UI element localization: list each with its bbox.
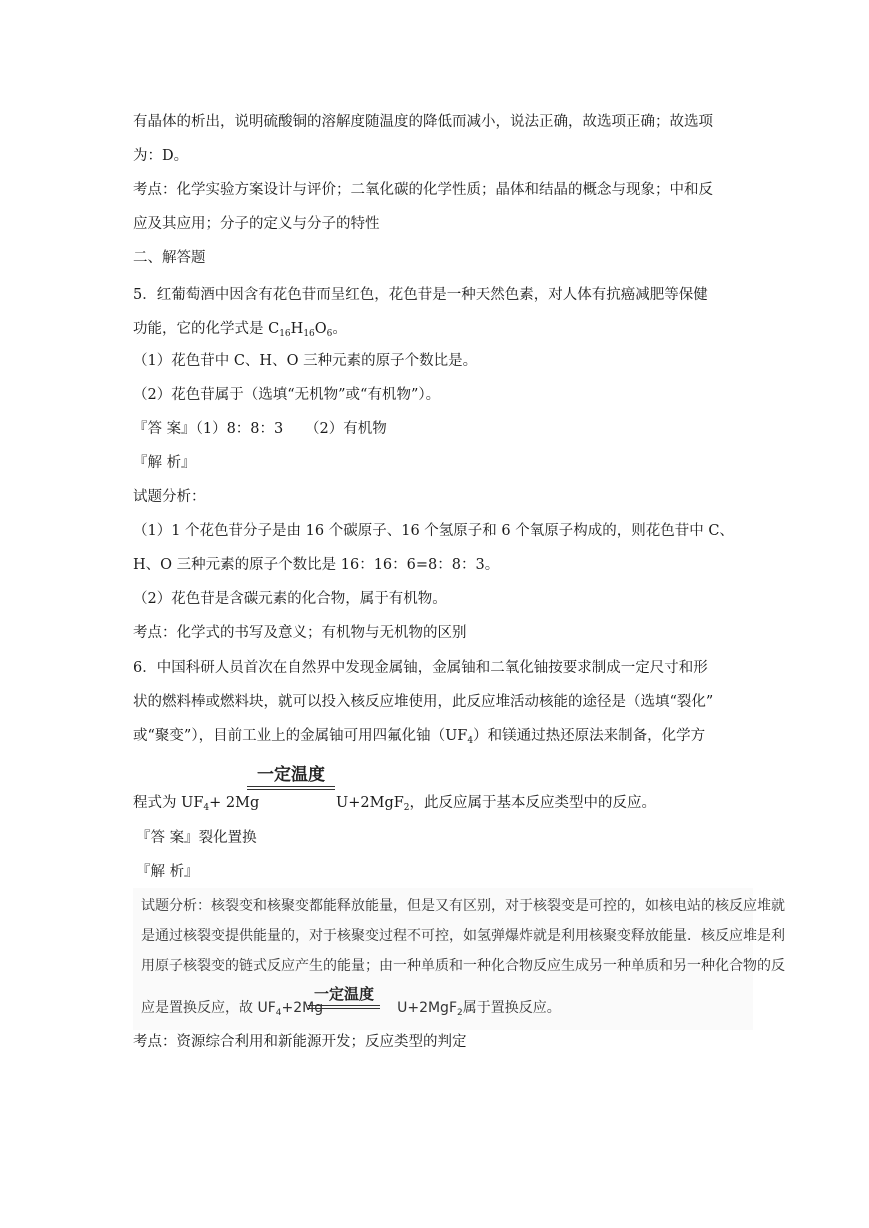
reaction-condition: 一定温度 [247, 765, 335, 790]
topic-line: 考点：资源综合利用和新能源开发；反应类型的判定 [133, 1034, 467, 1050]
analysis-image-line: 用原子核裂变的链式反应产生的能量；由一种单质和一种化合物反应生成另一种单质和另一种化合物的反 [141, 958, 785, 974]
question-6-line: 状的燃料棒或燃料块，就可以投入核反应堆使用，此反应堆活动核能的途径是（选填“裂化” [133, 694, 714, 710]
text-line: 试题分析： [133, 489, 206, 505]
analysis-image-equation: 应是置换反应，故 $UF_4+2Mg$ U+2MgF$_2$属于置换反应。 [141, 1000, 561, 1018]
analysis-line: H、O 三种元素的原子个数比是 16：16：6=8：8：3。 [133, 557, 500, 573]
text-line: 为：D。 [133, 148, 189, 164]
analysis-image-line: 是通过核裂变提供能量的，对于核聚变过程不可控，如氢弹爆炸就是利用核聚变释放能量．核反应堆是利 [141, 928, 785, 944]
topic-line: 考点：化学实验方案设计与评价；二氧化碳的化学性质；晶体和结晶的概念与现象；中和反 [133, 182, 713, 198]
question-5: 5．红葡萄酒中因含有花色苷而呈红色，花色苷是一种天然色素，对人体有抗癌减肥等保健 [133, 287, 708, 303]
analysis-line: （2）花色苷是含碳元素的化合物，属于有机物。 [133, 591, 447, 607]
answer-5: 『答 案』（1）8：8：3 （2）有机物 [133, 421, 387, 437]
sub-question: （2）花色苷属于（选填“无机物”或“有机物”）。 [133, 387, 441, 403]
question-6: 6．中国科研人员首次在自然界中发现金属铀，金属铀和二氧化铀按要求制成一定尺寸和形 [133, 660, 708, 676]
analysis-label: 『解 析』 [136, 864, 199, 880]
analysis-image [133, 888, 785, 1030]
text-line: 应及其应用；分子的定义与分子的特性 [133, 216, 380, 232]
question-6-line: 或“聚变”），目前工业上的金属铀可用四氟化铀$(UF_4)$和镁通过热还原法来制备，化学方 [133, 728, 706, 746]
section-heading: 二、解答题 [133, 250, 206, 266]
reaction-condition: 一定温度 [308, 984, 380, 1009]
equation-line-rest: U+2MgF$_2$，此反应属于基本反应类型中的反应。 [336, 795, 657, 813]
answer-6: 『答 案』裂化置换 [136, 830, 257, 846]
topic-line: 考点：化学式的书写及意义；有机物与无机物的区别 [133, 625, 467, 641]
question-5-formula-line: 功能，它的化学式是 $C_{16}H_{16}O_6$。 [133, 321, 347, 339]
analysis-line: （1）1 个花色苷分子是由 16 个碳原子、16 个氢原子和 6 个氧原子构成的，则花色苷中 C、 [133, 523, 734, 539]
sub-question: （1）花色苷中 C、H、O 三种元素的原子个数比是。 [133, 353, 478, 369]
equation-line: 程式为 $UF_4+ 2Mg$ [133, 795, 260, 813]
analysis-image-line: 试题分析：核裂变和核聚变都能释放能量，但是又有区别，对于核裂变是可控的，如核电站的核反应堆就 [141, 898, 785, 914]
analysis-label: 『解 析』 [133, 455, 196, 471]
text-line: 有晶体的析出，说明硫酸铜的溶解度随温度的降低而减小，说法正确，故选项正确；故选项 [133, 114, 713, 130]
